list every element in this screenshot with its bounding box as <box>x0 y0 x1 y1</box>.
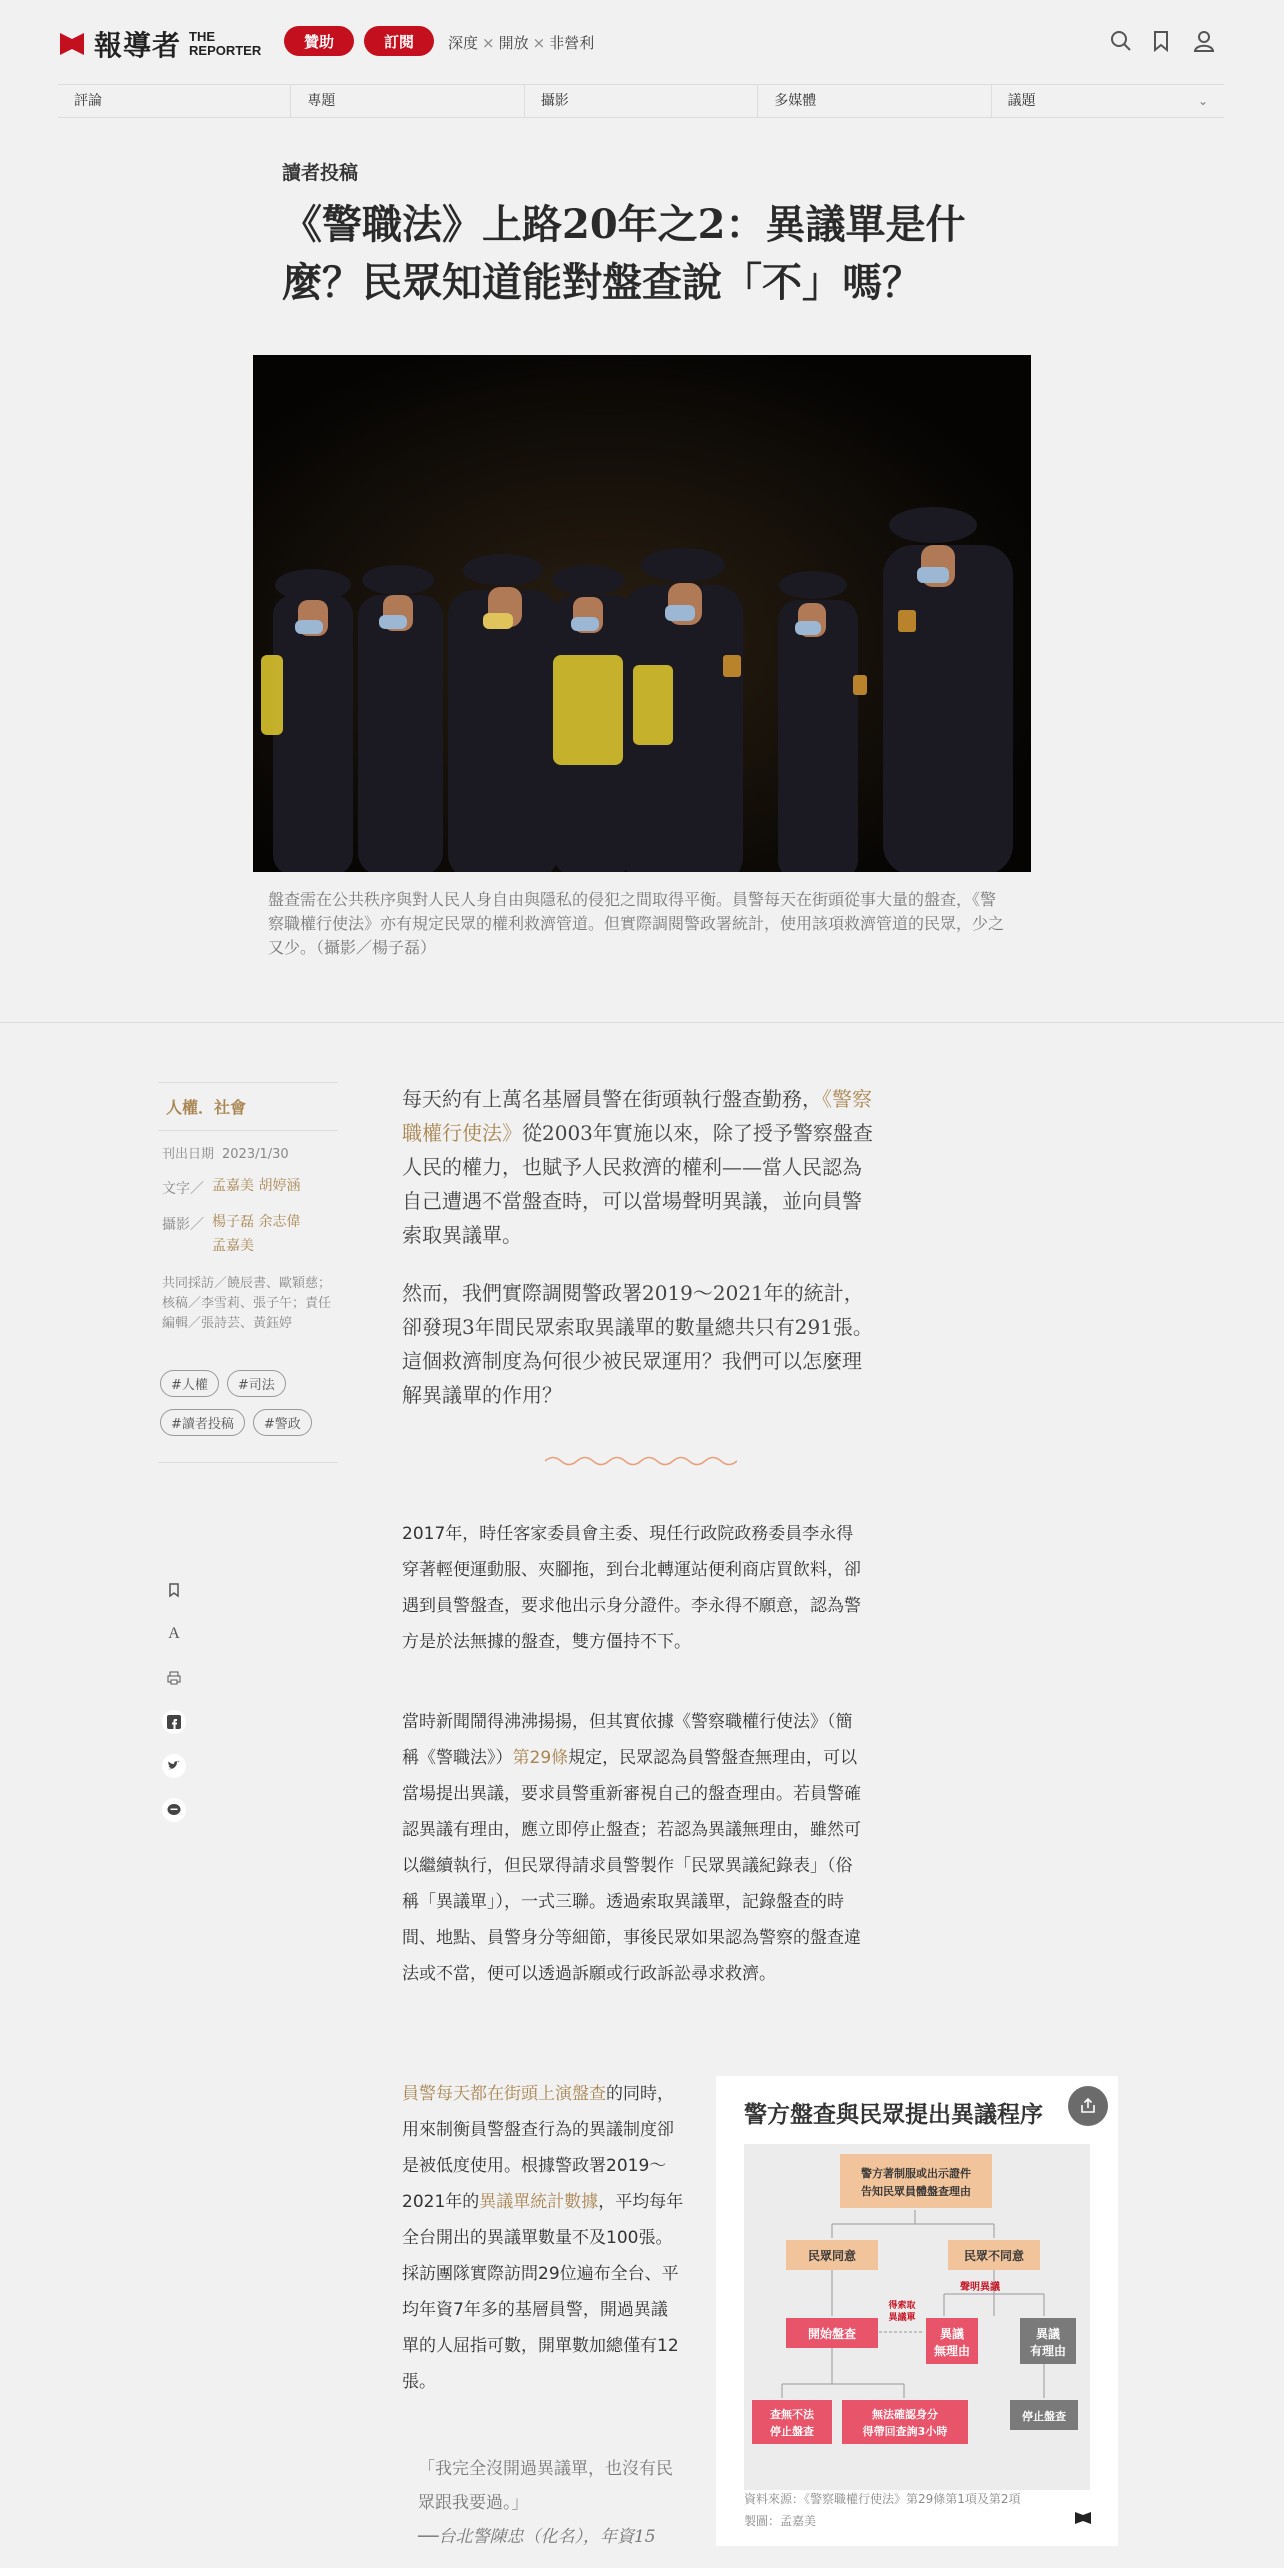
quote-attribution: ──台北警陳忠（化名），年資15 <box>418 2527 656 2547</box>
body-paragraph-1: 2017年，時任客家委員會主委、現任行政院政務委員李永得穿著輕便運動服、夾腳拖，到台北轉運站便利商店買飲料，卻遇到員警盤查，要求他出示身分證件。李永得不願意，認為警方是於法無據的盤查，雙方僵持不下。 <box>402 1524 861 1652</box>
photographers-row <box>158 1214 338 1258</box>
bookmark-icon[interactable] <box>1148 28 1174 54</box>
search-icon[interactable] <box>1108 28 1134 54</box>
flow-box-top <box>840 2154 992 2208</box>
law-link[interactable]: 《警察職權行使法》 <box>402 1087 872 1145</box>
site-header <box>0 0 1284 120</box>
flowchart <box>744 2144 1090 2490</box>
article-meta-sidebar <box>158 1082 338 1463</box>
hero-caption: 盤查需在公共秩序與對人民人身自由與隱私的侵犯之間取得平衡。員警每天在街頭從事大量的盤查，《警察職權行使法》亦有規定民眾的權利救濟管道。但實際調閱警政署統計，使用該項救濟管道的民眾，少之又少。（攝影／楊子磊） <box>268 890 1005 957</box>
body-text: 的同時，用來制衡員警盤查行為的異議制度卻是被低度使用。根據警政署2019～2021年的 <box>402 2084 674 2212</box>
publish-date-value: 2023/1/30 <box>222 1147 289 1162</box>
tag-human-rights[interactable]: #人權 <box>160 1370 219 1397</box>
flow-agree-label: 民眾同意 <box>807 2249 857 2263</box>
publish-date-label: 刊出日期 <box>162 1147 215 1162</box>
lead-text: 每天約有上萬名基層員警在街頭執行盤查勤務， <box>402 1087 822 1111</box>
logo-text-en <box>189 30 261 58</box>
tag-police[interactable]: #警政 <box>253 1409 312 1436</box>
nav-item-issues-label: 議題 <box>1007 93 1036 109</box>
flow-start-label: 開始盤查 <box>807 2327 857 2341</box>
lead-text: 從2003年實施以來，除了授予警察盤查人民的權力，也賦予人民救濟的權利——當人民認為自己遭遇不當盤查時，可以當場聲明異議，並向員警索取異議單。 <box>402 1121 873 1247</box>
chevron-down-icon: ⌄ <box>1197 94 1209 108</box>
flow-hasreason-line1: 異議 <box>1035 2327 1061 2341</box>
procedure-infographic <box>716 2076 1118 2546</box>
flow-declare-label: 聲明異議 <box>960 2282 1000 2293</box>
subscribe-button[interactable]: 訂閱 <box>364 26 434 56</box>
flow-stop-label: 停止盤查 <box>1022 2410 1066 2423</box>
nav-item-topics[interactable]: 專題 <box>290 85 523 117</box>
share-icon[interactable] <box>1068 2086 1108 2126</box>
body-paragraph-2 <box>402 1704 866 1992</box>
donate-button[interactable]: 贊助 <box>284 26 354 56</box>
article-title: 《警職法》上路20年之2：異議單是什麼？民眾知道能對盤查說「不」嗎？ <box>282 201 966 306</box>
flow-getform-line2: 異議單 <box>888 2313 916 2323</box>
logo-en-line2: REPORTER <box>189 43 262 58</box>
infographic-maker: 製圖：孟嘉美 <box>744 2514 817 2528</box>
body-paragraph-3 <box>402 2076 684 2400</box>
font-size-icon[interactable]: A <box>168 1625 180 1642</box>
print-icon[interactable] <box>162 1666 186 1690</box>
infographic-source <box>744 2488 1021 2532</box>
hero-photo-illustration <box>253 355 1031 872</box>
section-ornament <box>545 1454 737 1468</box>
site-tagline <box>448 32 594 53</box>
body-text: 當時新聞鬧得沸沸揚揚，但其實依據《警察職權行使法》（簡稱《警職法》） <box>402 1712 853 1768</box>
body-text: 規定，民眾認為員警盤查無理由，可以當場提出異議，要求員警重新審視自己的盤查理由。若員警確認異議有理由，應立即停止盤查；若認為異議無理由，雖然可以繼續執行，但民眾得請求員警製作「民眾異議紀錄表」（俗稱「異議單」），一式三聯。透過索取異議單，記錄盤查的時間、地點、員警身分等細節，事後民眾如果認為警察的盤查違法或不當，便可以透過訴願或行政訴訟尋求救濟。 <box>402 1748 861 1984</box>
publish-date <box>158 1143 338 1162</box>
article-tools <box>162 1578 186 1842</box>
photographers-names[interactable] <box>212 1210 300 1258</box>
photographers-line1[interactable]: 楊子磊 余志偉 <box>212 1214 301 1230</box>
bookmark-icon[interactable] <box>162 1578 186 1602</box>
photographers-label: 攝影／ <box>162 1217 204 1233</box>
topic-label[interactable]: 人權．社會 <box>158 1082 338 1131</box>
logo-en-line1: THE <box>189 29 216 44</box>
lead-paragraph-2: 然而，我們實際調閱警政署2019～2021年的統計，卻發現3年間民眾索取異議單的數量總共只有291張。這個救濟制度為何很少被民眾運用？我們可以怎麼理解異議單的作用？ <box>402 1281 873 1407</box>
writers-row <box>158 1178 338 1198</box>
article-lead <box>402 1082 878 1436</box>
facebook-icon[interactable] <box>162 1710 186 1734</box>
photographers-line2[interactable]: 孟嘉美 <box>212 1238 254 1254</box>
writers-label <box>162 1178 212 1198</box>
nav-item-photo[interactable]: 攝影 <box>524 85 757 117</box>
quote-text: 「我完全沒開過異議單，也沒有民眾跟我要過。」 <box>418 2459 673 2513</box>
objection-stats-link[interactable]: 異議單統計數據 <box>479 2192 599 2212</box>
flow-getform-line1: 得索取 <box>888 2301 916 2311</box>
tagline-item: 非營利 <box>549 34 595 52</box>
article-29-link[interactable]: 第29條 <box>512 1748 569 1768</box>
flow-disagree-label: 民眾不同意 <box>963 2249 1025 2263</box>
pull-quote <box>418 2452 688 2554</box>
section-divider <box>0 1022 1284 1023</box>
infographic-title: 警方盤查與民眾提出異議程序 <box>744 2102 1043 2128</box>
flow-unable-line2: 得帶回查詢3小時 <box>862 2425 948 2438</box>
line-icon[interactable] <box>162 1798 186 1822</box>
writers-names[interactable]: 孟嘉美 胡婷涵 <box>212 1178 301 1194</box>
tagline-sep: × <box>532 34 546 52</box>
flow-box-top-line1: 警方著制服或出示證件 <box>861 2167 971 2180</box>
nav-item-opinion[interactable]: 評論 <box>74 93 102 109</box>
main-nav <box>58 84 1224 118</box>
article-category[interactable]: 讀者投稿 <box>282 162 359 184</box>
logo-flag-icon <box>1074 2510 1092 2530</box>
flow-noreason-line1: 異議 <box>939 2327 965 2341</box>
flow-hasreason-line2: 有理由 <box>1029 2344 1067 2358</box>
site-logo[interactable] <box>58 24 261 64</box>
flow-noreason-line2: 無理由 <box>933 2344 971 2358</box>
nav-item-multimedia[interactable]: 多媒體 <box>757 85 990 117</box>
logo-flag-icon <box>58 29 88 59</box>
flow-box-top-line2: 告知民眾員體盤查理由 <box>861 2185 971 2198</box>
tagline-item: 深度 <box>448 34 479 52</box>
flow-unable-line1: 無法確認身分 <box>872 2408 938 2421</box>
tagline-item: 開放 <box>498 34 529 52</box>
tag-list <box>158 1370 338 1463</box>
body-text: ，平均每年全台開出的異議單數量不及100張。採訪團隊實際訪問29位遍布全台、平均年資7年多的基層員警，開過異議單的人屈指可數，開單數加總僅有12張。 <box>402 2192 684 2392</box>
twitter-icon[interactable] <box>162 1754 186 1778</box>
logo-text-zh: 報導者 <box>94 29 182 62</box>
daily-stops-link[interactable]: 員警每天都在街頭上演盤查 <box>402 2084 606 2104</box>
writers-label-text: 文字／ <box>162 1181 204 1197</box>
tagline-sep: × <box>482 34 495 52</box>
lead-paragraph-1 <box>402 1082 878 1252</box>
tag-judiciary[interactable]: #司法 <box>227 1370 286 1397</box>
flow-cannot-line2: 停止盤查 <box>770 2425 814 2438</box>
credits-note: 共同採訪／饒辰書、歐穎慈；核稿／李雪莉、張子午；責任編輯／張詩芸、黃鈺婷 <box>162 1276 332 1331</box>
infographic-source-text: 資料來源：《警察職權行使法》第29條第1項及第2項 <box>744 2492 1021 2506</box>
hero-image <box>253 355 1031 872</box>
tag-reader-submission[interactable]: #讀者投稿 <box>160 1409 245 1436</box>
user-icon[interactable] <box>1191 28 1217 54</box>
nav-item-issues[interactable] <box>991 85 1224 117</box>
flow-cannot-line1: 查無不法 <box>770 2408 814 2421</box>
